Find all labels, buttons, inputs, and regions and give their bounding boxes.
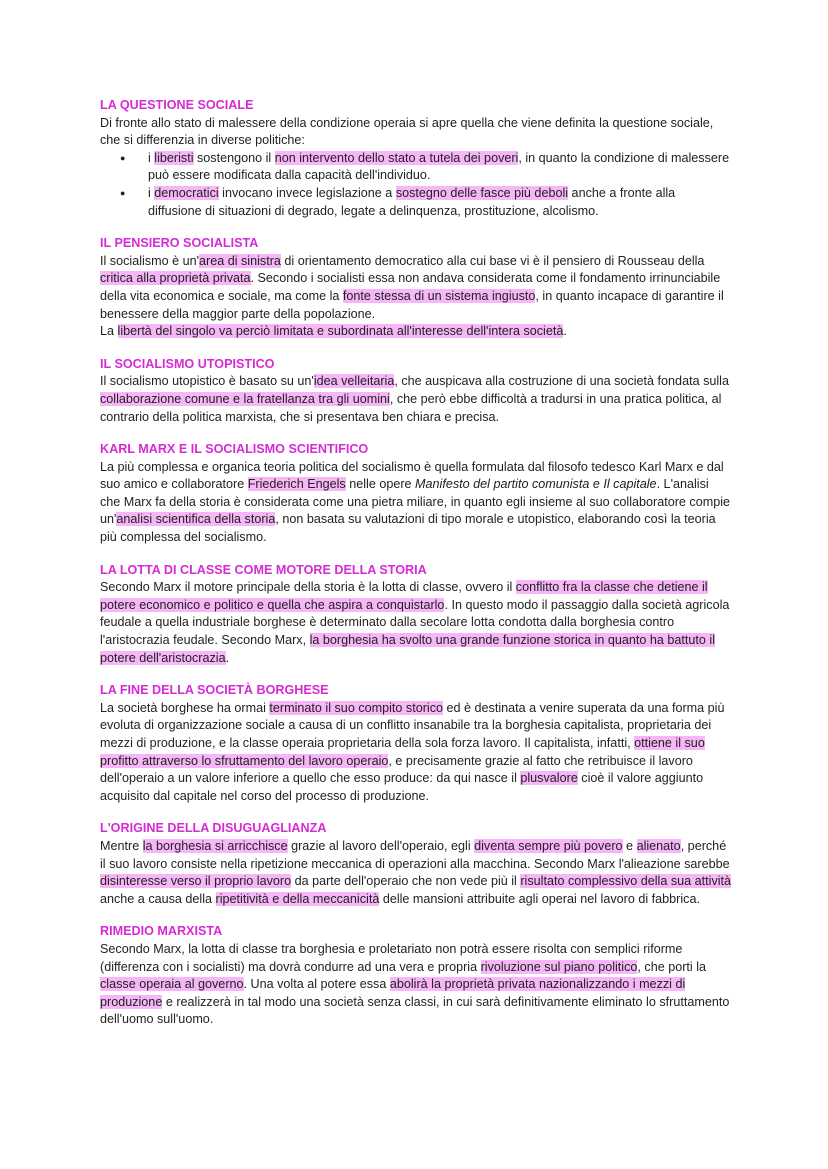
section-heading: IL SOCIALISMO UTOPISTICO [100,356,275,371]
text-run: La [100,324,118,339]
highlighted-text: diventa sempre più povero [474,838,623,853]
text-run: , che auspicava alla costruzione di una società fondata sulla [394,374,729,389]
highlighted-text: area di sinistra [199,253,281,268]
text-run: , che però ebbe difficoltà a tradursi in una pratica politica, al contrario della politica marxista, che si presentava ben chiara e precisa. [100,391,722,424]
section [100,97,732,220]
bullet-item [120,150,732,185]
document-page [100,97,732,1044]
text-run: i [148,150,155,165]
section [100,682,732,805]
section-heading: L'ORIGINE DELLA DISUGUAGLIANZA [100,821,327,836]
section-heading: LA FINE DELLA SOCIETÀ BORGHESE [100,683,329,698]
highlighted-text: alienato [636,838,681,853]
highlighted-text: Friederich Engels [247,477,346,492]
highlighted-text: non intervento dello stato a tutela dei poveri [274,150,519,165]
highlighted-text: liberisti [154,150,194,165]
section-heading: LA LOTTA DI CLASSE COME MOTORE DELLA STORIA [100,562,427,577]
text-run: e realizzerà in tal modo una società senza classi, in cui sarà definitivamente eliminato lo sfruttamento dell'uomo sull'uomo. [100,994,730,1027]
text-run: invocano invece legislazione a [218,185,396,200]
highlighted-text: abolirà la proprietà privata nazionalizzando i mezzi di produzione [100,977,686,1009]
highlighted-text: idea velleitaria [313,374,395,389]
highlighted-text: democratici [154,185,219,200]
highlighted-text: sostegno delle fasce più deboli [395,185,569,200]
paragraph [100,115,732,150]
section [100,923,732,1029]
bullet-item [120,185,732,220]
highlighted-text: terminato il suo compito storico [269,700,444,715]
section [100,820,732,908]
highlighted-text: libertà del singolo va perciò limitata e subordinata all'interesse dell'intera società [117,324,564,339]
highlighted-text: classe operaia al governo [100,977,244,992]
section-heading: LA QUESTIONE SOCIALE [100,98,254,112]
text-run: , in quanto incapace di garantire il benessere della maggior parte della popolazione. [100,288,724,321]
text-run: La più complessa e organica teoria politica del socialismo è quella formulata dal filosofo tedesco Karl Marx e dal suo amico e collaboratore [100,459,724,492]
highlighted-text: collaborazione comune e la fratellanza tra gli uomini [100,391,390,406]
text-run: . Una volta al potere essa [243,977,390,992]
text-run: Il socialismo utopistico è basato su un' [100,374,314,389]
highlighted-text: rivoluzione sul piano politico [480,959,638,974]
paragraph [100,323,732,341]
highlighted-text: ripetitività e della meccanicità [215,891,380,906]
text-run: . In questo modo il passaggio dalla società agricola feudale a quella industriale borghese è determinato dalla secolare lotta condotta dalla borghesia contro l'aristocrazia feudale. Secondo Marx, [100,597,730,648]
text-run: , e precisamente grazie al fatto che retribuisce il lavoro dell'operaio a un valore inferiore a quello che esso produce: da qui nasce il [100,753,693,786]
section [100,235,732,341]
section-heading: KARL MARX E IL SOCIALISMO SCIENTIFICO [100,442,369,457]
paragraph [100,253,732,323]
paragraph [100,459,732,547]
section [100,562,732,668]
text-run: , perché il suo lavoro consiste nella ripetizione meccanica di operazioni alla macchina. Secondo Marx l'alieazione sarebbe [100,838,730,871]
paragraph [100,700,732,806]
italic-title: Manifesto del partito comunista e Il capitale [415,477,657,492]
text-run: , che porti la [637,959,707,974]
paragraph [100,838,732,908]
text-run: i [148,185,155,200]
paragraph [100,373,732,426]
highlighted-text: critica alla proprietà privata [100,271,251,286]
text-run: Il socialismo è un' [100,253,199,268]
text-run: Di fronte allo stato di malessere della condizione operaia si apre quella che viene definita la questione sociale, che si differenzia in diverse politiche: [100,115,714,148]
text-run: nelle opere [345,477,416,492]
highlighted-text: la borghesia ha svolto una grande funzione storica in quanto ha battuto il potere dell'aristocrazia [100,633,715,665]
highlighted-text: conflitto fra la classe che detiene il potere economico e politico e quella che aspira a conquistarlo [100,580,708,612]
highlighted-text: ottiene il suo profitto attraverso lo sfruttamento del lavoro operaio [100,736,705,768]
text-run: Secondo Marx il motore principale della storia è la lotta di classe, ovvero il [100,580,516,595]
text-run: di orientamento democratico alla cui base vi è il pensiero di Rousseau della [280,253,705,268]
text-run: . Secondo i socialisti essa non andava considerata come il fondamento irrinunciabile della vita economica e sociale, ma come la [100,271,721,303]
highlighted-text: fonte stessa di un sistema ingiusto [342,288,536,303]
text-run: ed è destinata a venire superata da una forma più evoluta di organizzazione sociale a causa di un conflitto insanabile tra la borghesia capitalista, proprietaria dei mezzi di produzione, e la classe operaia proprietaria della sola forza lavoro. Il capitalista, infatti, [100,700,725,750]
text-run: . L'analisi che Marx fa della storia è considerata come una pietra miliare, in quanto egli insieme al suo collaboratore compie un' [100,477,731,527]
highlighted-text: la borghesia si arricchisce [142,838,288,853]
section-heading: IL PENSIERO SOCIALISTA [100,236,259,251]
text-run: . [563,324,567,339]
text-run: Secondo Marx, la lotta di classe tra borghesia e proletariato non potrà essere risolta con semplici riforme (differenza con i socialisti) ma dovrà condurre ad una vera e propria [100,941,683,974]
section [100,356,732,426]
text-run: cioè il valore aggiunto acquisito dal capitale nel corso del processo di produzione. [100,771,704,803]
highlighted-text: plusvalore [520,771,578,786]
text-run: Mentre [100,838,143,853]
text-run: , in quanto la condizione di malessere può essere modificata dalla capacità dell'individuo. [148,150,730,183]
highlighted-text: disinteresse verso il proprio lavoro [100,874,292,889]
text-run: e [622,838,637,853]
text-run: anche a fronte alla diffusione di situazioni di degrado, legate a delinquenza, prostituzione, alcolismo. [148,185,676,218]
highlighted-text: analisi scientifica della storia [116,512,276,527]
text-run: sostengono il [193,150,275,165]
paragraph [100,579,732,667]
text-run: La società borghese ha ormai [100,700,270,715]
highlighted-text: risultato complessivo della sua attività [520,874,732,889]
text-run: anche a causa della [100,891,216,906]
paragraph [100,941,732,1029]
section-heading: RIMEDIO MARXISTA [100,924,223,939]
text-run: . [225,650,230,665]
text-run: delle mansioni attribuite agli operai nel lavoro di fabbrica. [379,891,700,906]
bullet-list [100,150,732,220]
text-run: , non basata su valutazioni di tipo morale e utopistico, elaborando così la teoria più complessa del socialismo. [100,512,716,545]
text-run: grazie al lavoro dell'operaio, egli [287,838,475,853]
section [100,441,732,547]
text-run: da parte dell'operaio che non vede più il [291,874,521,889]
